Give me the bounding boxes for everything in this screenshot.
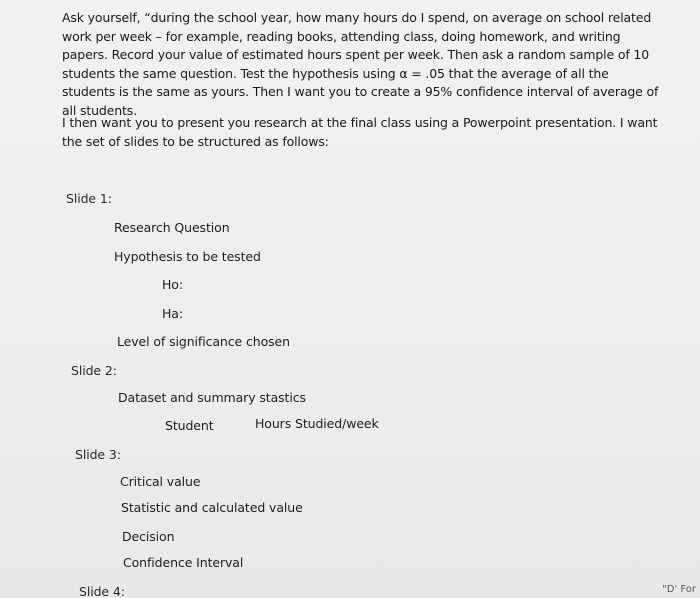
slide-2-label: Slide 2: [71,363,117,378]
statistic-label: Statistic and calculated value [121,500,303,515]
hours-column-header: Hours Studied/week [255,416,379,431]
slide-3-label: Slide 3: [75,447,121,462]
significance-level-label: Level of significance chosen [117,334,290,349]
hypothesis-label: Hypothesis to be tested [114,249,261,264]
dataset-summary-label: Dataset and summary stastics [118,390,306,405]
intro-paragraph: Ask yourself, “during the school year, how many hours do I spend, on average on school related work per week – for example, reading books, attending class, doing homework, and writing papers. Record your value of estimated hours spent per week. Then ask a random sample of 10 students the same question. Test the hypothesis using α = .05 that the average of all the students is the same as yours. Then I want you to create a 95% confidence interval of average of all students. [62,10,659,118]
corner-mark: "D' For [662,584,696,595]
research-question-label: Research Question [114,220,230,235]
slide-4-label: Slide 4: [79,584,125,598]
alternative-hypothesis-label: Ha: [162,306,183,321]
confidence-interval-label: Confidence Interval [123,555,244,570]
critical-value-label: Critical value [120,474,201,489]
decision-label: Decision [122,529,175,544]
slide-1-label: Slide 1: [66,191,112,206]
student-column-header: Student [165,418,214,433]
null-hypothesis-label: Ho: [162,277,183,292]
structure-paragraph: I then want you to present you research at the final class using a Powerpoint presentation. I want the set of slides to be structured as follows: [62,115,658,149]
